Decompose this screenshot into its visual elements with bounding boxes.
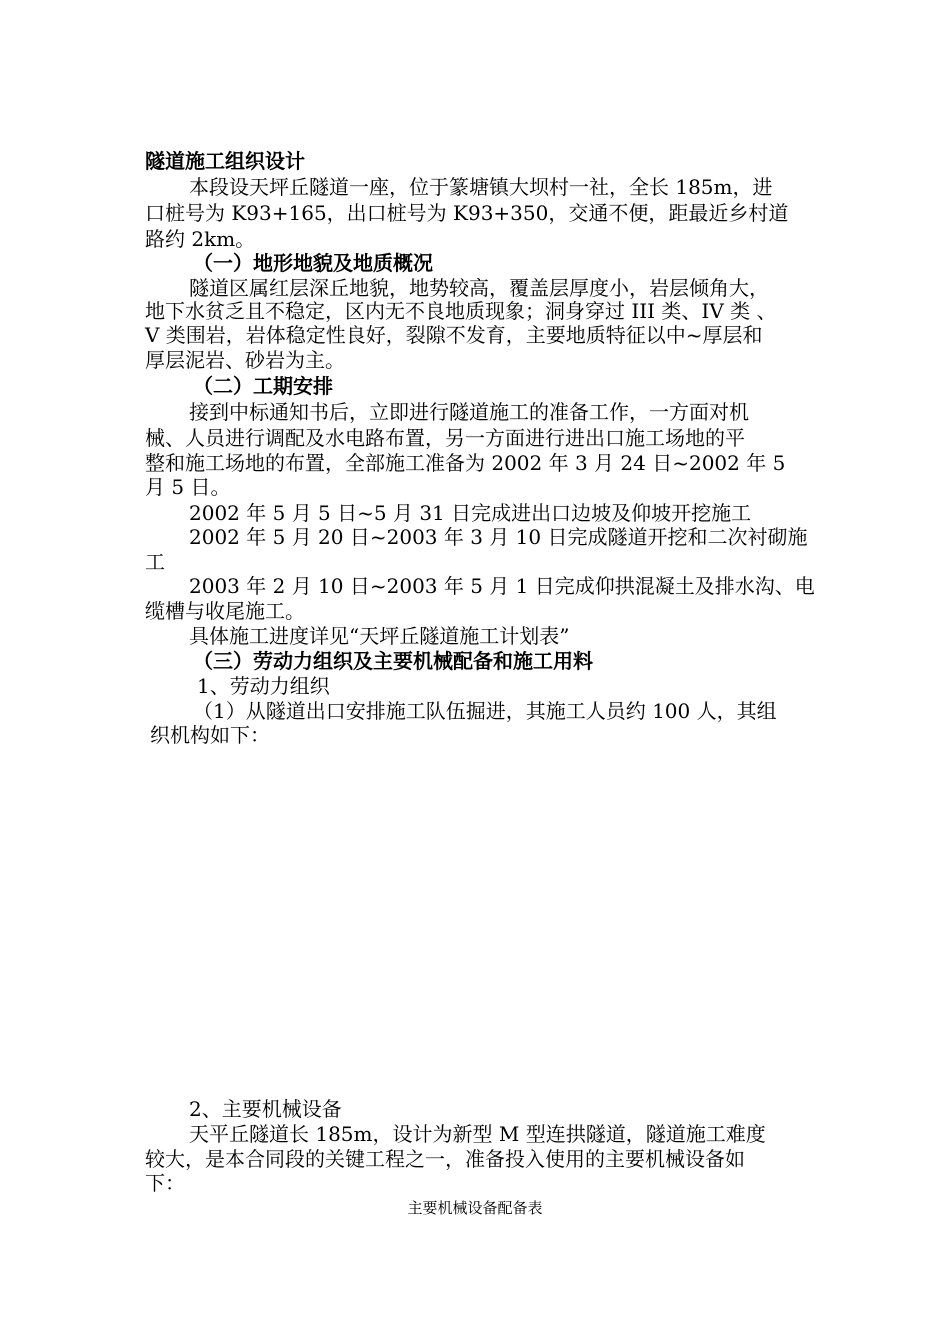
schedule-item: 2002 年 5 月 5 日~5 月 31 日完成进出口边坡及仰坡开挖施工 — [189, 501, 752, 525]
paragraph-line: 口桩号为 K93+165，出口桩号为 K93+350，交通不便，距最近乡村道 — [145, 201, 789, 225]
paragraph-line: 下： — [145, 1171, 185, 1195]
paragraph-line: 具体施工进度详见“天坪丘隧道施工计划表” — [189, 624, 570, 648]
section-heading-schedule: （二）工期安排 — [193, 374, 333, 398]
subsection-heading-machinery: 2、主要机械设备 — [189, 1097, 342, 1121]
paragraph-line: 地下水贫乏且不稳定，区内无不良地质现象；洞身穿过 III 类、IV 类 、 — [145, 299, 777, 323]
document-title: 隧道施工组织设计 — [145, 149, 305, 173]
table-caption: 主要机械设备配备表 — [407, 1199, 543, 1217]
paragraph-line: 整和施工场地的布置，全部施工准备为 2002 年 3 月 24 日~2002 年 5 — [145, 451, 786, 475]
paragraph-line: 较大，是本合同段的关键工程之一，准备投入使用的主要机械设备如 — [145, 1147, 745, 1171]
subsection-heading-labor: 1、劳动力组织 — [197, 674, 330, 698]
paragraph-line: 械、人员进行调配及水电路布置，另一方面进行进出口施工场地的平 — [145, 426, 745, 450]
section-heading-terrain: （一）地形地貌及地质概况 — [193, 251, 433, 275]
paragraph-line: 天平丘隧道长 185m，设计为新型 M 型连拱隧道，隧道施工难度 — [189, 1122, 766, 1146]
section-heading-labor: （三）劳动力组织及主要机械配备和施工用料 — [193, 649, 593, 673]
paragraph-line: 隧道区属红层深丘地貌，地势较高，覆盖层厚度小，岩层倾角大， — [189, 276, 769, 300]
paragraph-line: 路约 2km。 — [145, 227, 256, 251]
paragraph-line: 织机构如下： — [150, 723, 270, 747]
paragraph-line: 厚层泥岩、砂岩为主。 — [145, 348, 345, 372]
schedule-item-continued: 工 — [145, 550, 165, 574]
schedule-item: 2002 年 5 月 20 日~2003 年 3 月 10 日完成隧道开挖和二次衬砌施 — [189, 525, 808, 549]
paragraph-line: 月 5 日。 — [145, 475, 231, 499]
schedule-item-continued: 缆槽与收尾施工。 — [145, 599, 305, 623]
paragraph-line: 接到中标通知书后，立即进行隧道施工的准备工作，一方面对机 — [189, 400, 749, 424]
paragraph-line: 本段设天坪丘隧道一座，位于篆塘镇大坝村一社，全长 185m，进 — [189, 175, 773, 199]
paragraph-line: V 类围岩，岩体稳定性良好，裂隙不发育，主要地质特征以中~厚层和 — [145, 323, 763, 347]
schedule-item: 2003 年 2 月 10 日~2003 年 5 月 1 日完成仰拱混凝土及排水沟、电 — [189, 574, 815, 598]
paragraph-line: （1）从隧道出口安排施工队伍掘进，其施工人员约 100 人，其组 — [193, 699, 777, 723]
